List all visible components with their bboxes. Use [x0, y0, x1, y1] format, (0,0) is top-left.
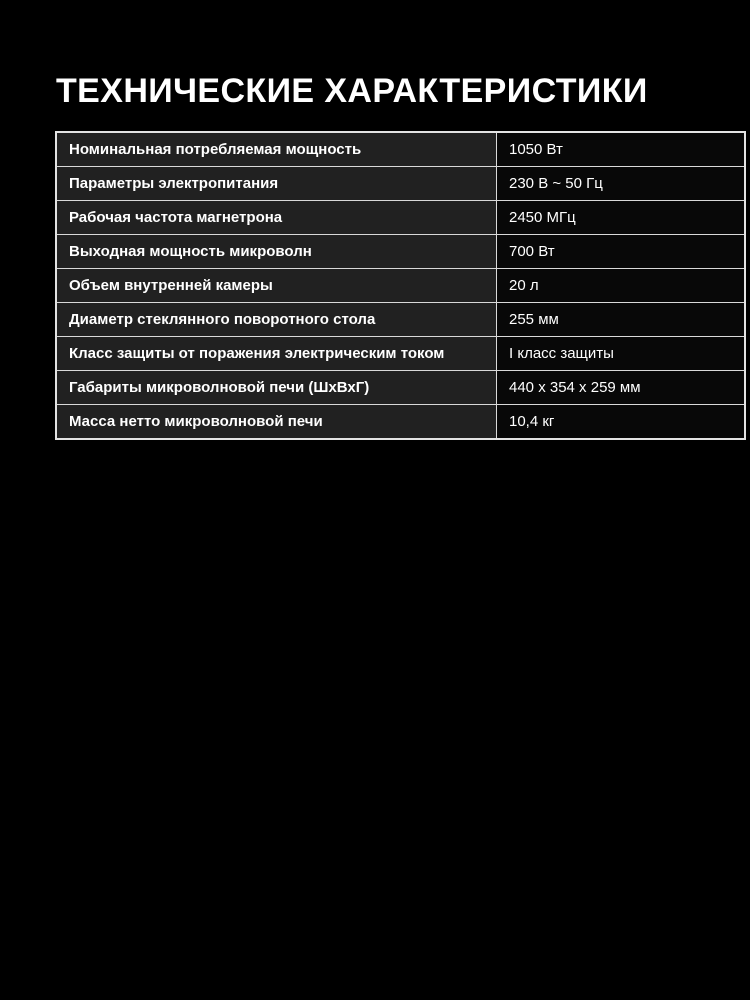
spec-table: [55, 131, 746, 440]
spec-value: I класс защиты: [497, 337, 746, 371]
spec-value: 10,4 кг: [497, 405, 746, 440]
spec-row: [56, 132, 745, 167]
spec-label: Номинальная потребляемая мощность: [56, 132, 497, 167]
spec-row: [56, 371, 745, 405]
spec-row: [56, 201, 745, 235]
spec-label: Масса нетто микроволновой печи: [56, 405, 497, 440]
spec-row: [56, 269, 745, 303]
spec-value: 1050 Вт: [497, 132, 746, 167]
spec-value: 255 мм: [497, 303, 746, 337]
spec-row: [56, 235, 745, 269]
page-title: ТЕХНИЧЕСКИЕ ХАРАКТЕРИСТИКИ: [56, 72, 648, 110]
spec-value: 440 x 354 x 259 мм: [497, 371, 746, 405]
spec-row: [56, 337, 745, 371]
spec-label: Диаметр стеклянного поворотного стола: [56, 303, 497, 337]
spec-label: Объем внутренней камеры: [56, 269, 497, 303]
spec-value: 20 л: [497, 269, 746, 303]
spec-value: 700 Вт: [497, 235, 746, 269]
spec-value: 230 В ~ 50 Гц: [497, 167, 746, 201]
spec-label: Выходная мощность микроволн: [56, 235, 497, 269]
spec-row: [56, 303, 745, 337]
spec-value: 2450 МГц: [497, 201, 746, 235]
spec-label: Габариты микроволновой печи (ШхВхГ): [56, 371, 497, 405]
spec-label: Класс защиты от поражения электрическим током: [56, 337, 497, 371]
spec-row: [56, 405, 745, 440]
spec-label: Рабочая частота магнетрона: [56, 201, 497, 235]
spec-row: [56, 167, 745, 201]
spec-label: Параметры электропитания: [56, 167, 497, 201]
